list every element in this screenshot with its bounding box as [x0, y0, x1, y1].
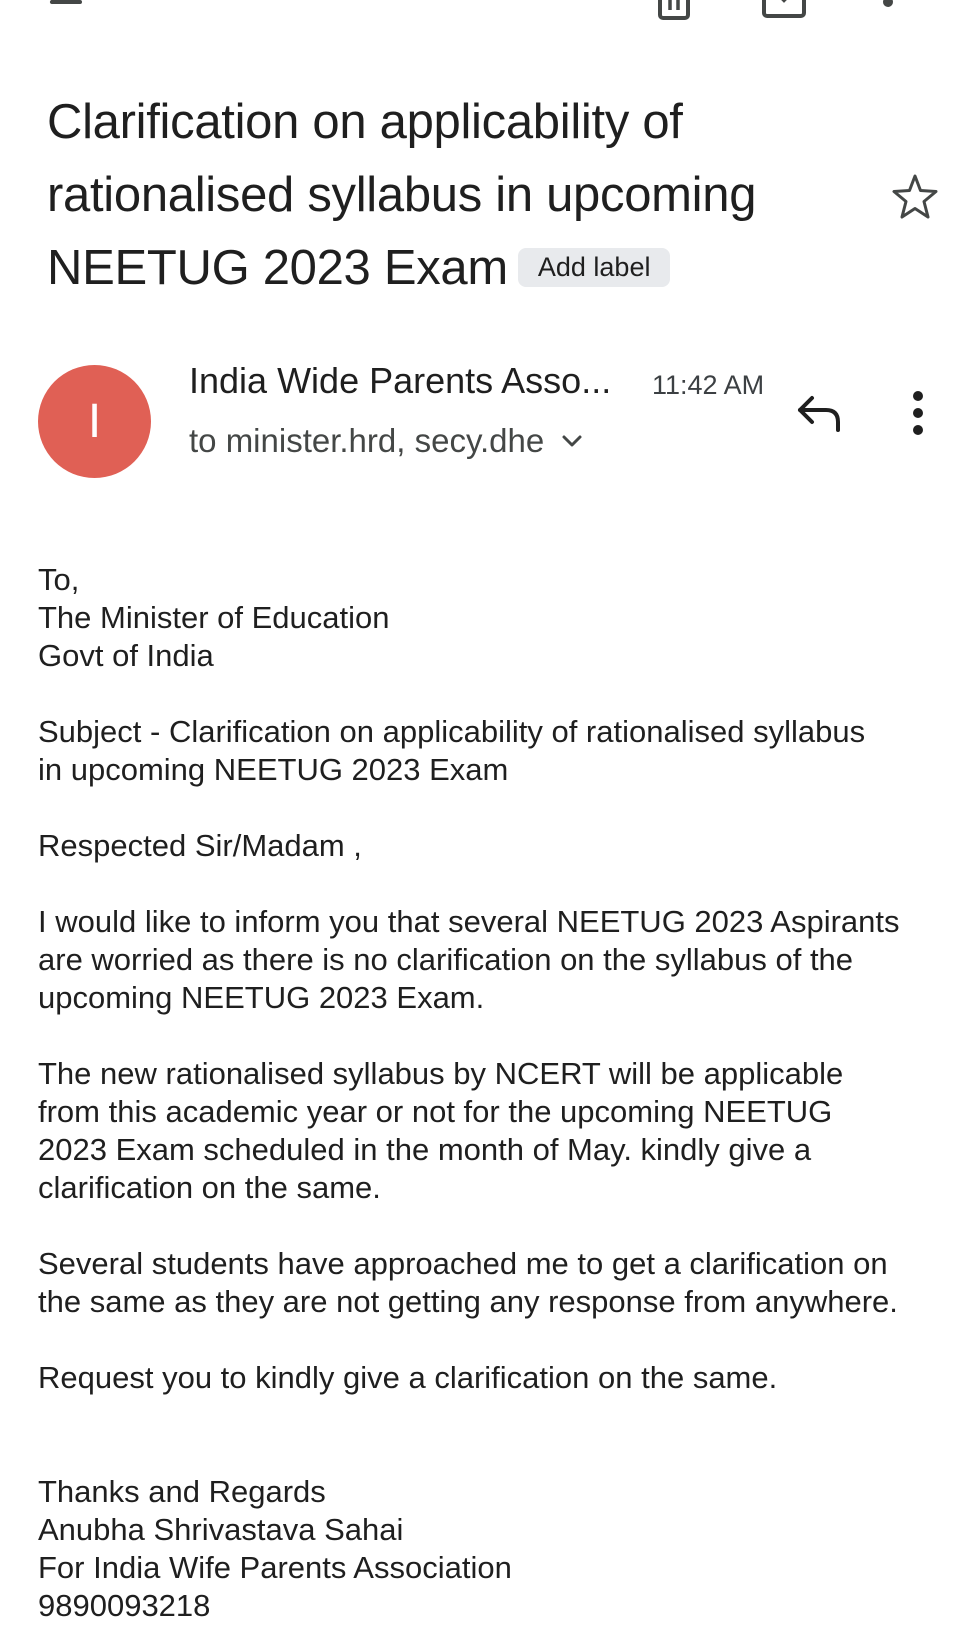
top-toolbar [0, 0, 970, 30]
greeting-line: To, [38, 562, 80, 597]
archive-icon[interactable] [760, 0, 808, 26]
body-line: Several students have approached me to get a clarification on [38, 1246, 888, 1281]
email-body [38, 561, 938, 1625]
phone-number[interactable]: 9890093218 [38, 1588, 211, 1623]
signature-line: Anubha Shrivastava Sahai [38, 1512, 404, 1547]
body-line: 2023 Exam scheduled in the month of May. kindly give a [38, 1132, 812, 1167]
greeting-line: The Minister of Education [38, 600, 390, 635]
salutation [38, 827, 938, 865]
paragraph-1 [38, 903, 938, 1017]
avatar[interactable]: I [38, 365, 151, 478]
body-line: The new rationalised syllabus by NCERT will be applicable [38, 1056, 844, 1091]
arrow-back-icon[interactable] [40, 0, 88, 26]
paragraph-2 [38, 1055, 938, 1207]
body-line: in upcoming NEETUG 2023 Exam [38, 752, 509, 787]
message-more-icon[interactable] [900, 390, 936, 436]
paragraph-4 [38, 1359, 938, 1397]
body-line: I would like to inform you that several NEETUG 2023 Aspirants [38, 904, 900, 939]
email-time: 11:42 AM [652, 370, 765, 400]
email-subject [47, 86, 867, 305]
subject-line-block [38, 713, 938, 789]
sender-name[interactable]: India Wide Parents Asso... [189, 360, 612, 401]
body-line: Subject - Clarification on applicability of rationalised syllabus [38, 714, 866, 749]
body-line: Request you to kindly give a clarification on the same. [38, 1360, 778, 1395]
signature-line: Thanks and Regards [38, 1474, 326, 1509]
body-line: upcoming NEETUG 2023 Exam. [38, 980, 485, 1015]
signature-line: For India Wife Parents Association [38, 1550, 512, 1585]
recipients-toggle[interactable] [189, 422, 584, 460]
more-vert-icon[interactable] [868, 0, 908, 26]
greeting-line: Govt of India [38, 638, 214, 673]
body-line: are worried as there is no clarification on the syllabus of the [38, 942, 854, 977]
add-label-button[interactable]: Add label [518, 248, 671, 287]
paragraph-3 [38, 1245, 938, 1321]
signature-block [38, 1473, 938, 1625]
recipients-text: to minister.hrd, secy.dhe [189, 422, 545, 459]
star-icon[interactable] [890, 172, 940, 222]
body-line: clarification on the same. [38, 1170, 381, 1205]
body-line: the same as they are not getting any response from anywhere. [38, 1284, 898, 1319]
reply-icon[interactable] [796, 390, 844, 434]
body-line: from this academic year or not for the upcoming NEETUG [38, 1094, 833, 1129]
trash-icon[interactable] [650, 0, 698, 26]
body-line: Respected Sir/Madam , [38, 828, 362, 863]
chevron-down-icon[interactable] [560, 429, 584, 453]
greeting-block [38, 561, 938, 675]
subject-text: Clarification on applicability of rationalised syllabus in upcoming NEETUG 2023 Exam [47, 95, 757, 295]
